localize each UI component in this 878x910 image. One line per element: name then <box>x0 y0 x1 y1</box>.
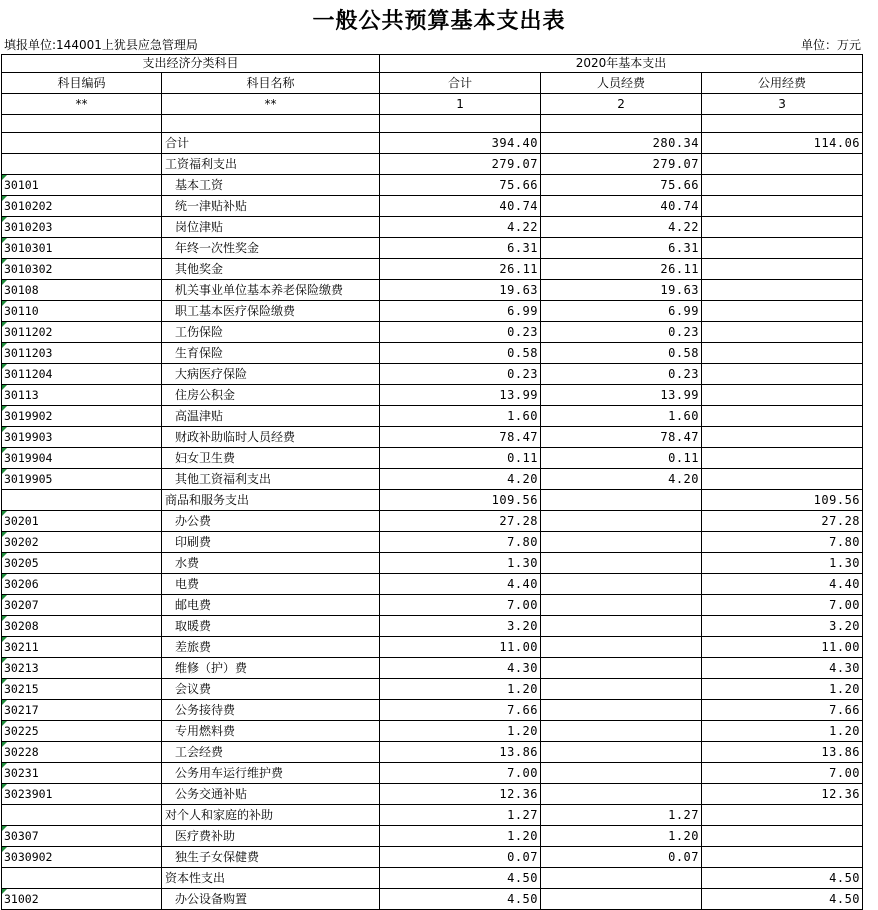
cell-code: 30211 <box>2 637 162 658</box>
cell-personnel: 78.47 <box>541 427 702 448</box>
cell-public: 7.00 <box>702 763 863 784</box>
cell-name: 印刷费 <box>162 532 380 553</box>
table-row <box>2 679 863 700</box>
cell-name: 生育保险 <box>162 343 380 364</box>
cell-total: 3.20 <box>380 616 541 637</box>
cell-public: 4.50 <box>702 868 863 889</box>
cell-public <box>702 322 863 343</box>
cell-total: 109.56 <box>380 490 541 511</box>
cell-public <box>702 427 863 448</box>
cell-code <box>2 154 162 175</box>
cell-public <box>702 175 863 196</box>
cell-total: 40.74 <box>380 196 541 217</box>
cell-total: 1.60 <box>380 406 541 427</box>
index-total: 1 <box>380 94 541 115</box>
cell-code: 30215 <box>2 679 162 700</box>
cell-personnel: 0.07 <box>541 847 702 868</box>
cell-personnel <box>541 511 702 532</box>
cell-name: 电费 <box>162 574 380 595</box>
cell-name: 岗位津贴 <box>162 217 380 238</box>
cell-name: 专用燃料费 <box>162 721 380 742</box>
cell-personnel <box>541 595 702 616</box>
cell-code: 30307 <box>2 826 162 847</box>
cell-name: 工伤保险 <box>162 322 380 343</box>
cell-code: 3010301 <box>2 238 162 259</box>
blank-row <box>2 115 863 133</box>
cell-total: 27.28 <box>380 511 541 532</box>
cell-public: 7.80 <box>702 532 863 553</box>
cell-total: 394.40 <box>380 133 541 154</box>
cell-name: 取暖费 <box>162 616 380 637</box>
table-row <box>2 196 863 217</box>
cell-public: 3.20 <box>702 616 863 637</box>
cell-total: 19.63 <box>380 280 541 301</box>
cell-total: 26.11 <box>380 259 541 280</box>
cell-public: 4.40 <box>702 574 863 595</box>
cell-name: 住房公积金 <box>162 385 380 406</box>
cell-name: 独生子女保健费 <box>162 847 380 868</box>
header-economic-class: 支出经济分类科目 <box>2 55 380 73</box>
table-row <box>2 532 863 553</box>
cell-name: 工资福利支出 <box>162 154 380 175</box>
cell-public <box>702 406 863 427</box>
cell-personnel: 4.22 <box>541 217 702 238</box>
cell-personnel <box>541 742 702 763</box>
cell-public: 1.20 <box>702 679 863 700</box>
cell-personnel: 19.63 <box>541 280 702 301</box>
cell-name: 会议费 <box>162 679 380 700</box>
cell-total: 4.50 <box>380 868 541 889</box>
cell-code: 31002 <box>2 889 162 910</box>
cell-personnel: 280.34 <box>541 133 702 154</box>
cell-total: 7.00 <box>380 763 541 784</box>
cell-personnel: 6.31 <box>541 238 702 259</box>
cell-name: 差旅费 <box>162 637 380 658</box>
cell-code: 30213 <box>2 658 162 679</box>
cell-name: 其他工资福利支出 <box>162 469 380 490</box>
cell-personnel <box>541 616 702 637</box>
cell-total: 13.99 <box>380 385 541 406</box>
table-row <box>2 175 863 196</box>
cell-personnel <box>541 763 702 784</box>
cell-code: 30201 <box>2 511 162 532</box>
cell-personnel <box>541 553 702 574</box>
table-row <box>2 784 863 805</box>
cell-code: 30101 <box>2 175 162 196</box>
cell-personnel <box>541 532 702 553</box>
cell-code: 3011204 <box>2 364 162 385</box>
cell-total: 1.20 <box>380 721 541 742</box>
cell-code <box>2 868 162 889</box>
cell-total: 75.66 <box>380 175 541 196</box>
cell-total: 0.58 <box>380 343 541 364</box>
index-code: ** <box>2 94 162 115</box>
cell-code: 30205 <box>2 553 162 574</box>
cell-code: 3011202 <box>2 322 162 343</box>
cell-name: 工会经费 <box>162 742 380 763</box>
cell-public <box>702 259 863 280</box>
cell-code <box>2 133 162 154</box>
table-row <box>2 154 863 175</box>
header-name: 科目名称 <box>162 73 380 94</box>
cell-name: 办公费 <box>162 511 380 532</box>
header-column-row <box>2 73 863 94</box>
cell-personnel: 1.20 <box>541 826 702 847</box>
currency-unit: 单位：万元 <box>800 38 861 52</box>
cell-personnel: 75.66 <box>541 175 702 196</box>
header-code: 科目编码 <box>2 73 162 94</box>
cell-name: 公务交通补贴 <box>162 784 380 805</box>
cell-name: 公务接待费 <box>162 700 380 721</box>
cell-code: 3019903 <box>2 427 162 448</box>
table-row <box>2 763 863 784</box>
cell-code: 3019904 <box>2 448 162 469</box>
cell-name: 医疗费补助 <box>162 826 380 847</box>
cell-code: 3010203 <box>2 217 162 238</box>
table-row <box>2 889 863 910</box>
page-title: 一般公共预算基本支出表 <box>312 8 566 34</box>
index-personnel: 2 <box>541 94 702 115</box>
cell-public <box>702 364 863 385</box>
cell-personnel <box>541 574 702 595</box>
cell-public <box>702 301 863 322</box>
cell-public: 109.56 <box>702 490 863 511</box>
cell-name: 职工基本医疗保险缴费 <box>162 301 380 322</box>
cell-code: 3019902 <box>2 406 162 427</box>
cell-name: 维修（护）费 <box>162 658 380 679</box>
cell-public <box>702 196 863 217</box>
cell-total: 12.36 <box>380 784 541 805</box>
cell-public <box>702 343 863 364</box>
table-row <box>2 574 863 595</box>
cell-total: 1.20 <box>380 826 541 847</box>
cell-public: 7.66 <box>702 700 863 721</box>
cell-code: 3023901 <box>2 784 162 805</box>
cell-name: 办公设备购置 <box>162 889 380 910</box>
cell-total: 4.20 <box>380 469 541 490</box>
cell-personnel: 4.20 <box>541 469 702 490</box>
table-row <box>2 238 863 259</box>
cell-name: 大病医疗保险 <box>162 364 380 385</box>
table-row <box>2 511 863 532</box>
cell-public: 27.28 <box>702 511 863 532</box>
cell-code: 30108 <box>2 280 162 301</box>
cell-personnel <box>541 868 702 889</box>
table-row <box>2 595 863 616</box>
cell-total: 279.07 <box>380 154 541 175</box>
cell-personnel: 0.58 <box>541 343 702 364</box>
cell-code <box>2 490 162 511</box>
cell-name: 对个人和家庭的补助 <box>162 805 380 826</box>
cell-code: 3019905 <box>2 469 162 490</box>
cell-code: 30202 <box>2 532 162 553</box>
cell-personnel: 0.23 <box>541 364 702 385</box>
cell-name: 其他奖金 <box>162 259 380 280</box>
cell-public: 1.20 <box>702 721 863 742</box>
blank-cell <box>380 115 541 133</box>
cell-personnel <box>541 490 702 511</box>
cell-code: 30208 <box>2 616 162 637</box>
cell-total: 4.30 <box>380 658 541 679</box>
cell-total: 7.80 <box>380 532 541 553</box>
cell-code: 30231 <box>2 763 162 784</box>
cell-personnel <box>541 784 702 805</box>
cell-name: 资本性支出 <box>162 868 380 889</box>
cell-personnel <box>541 889 702 910</box>
cell-code: 30113 <box>2 385 162 406</box>
cell-name: 合计 <box>162 133 380 154</box>
cell-total: 7.66 <box>380 700 541 721</box>
cell-public <box>702 385 863 406</box>
cell-public <box>702 847 863 868</box>
budget-table <box>1 54 863 910</box>
table-row <box>2 301 863 322</box>
table-row <box>2 364 863 385</box>
cell-public <box>702 469 863 490</box>
cell-code: 30110 <box>2 301 162 322</box>
cell-code <box>2 805 162 826</box>
cell-public: 1.30 <box>702 553 863 574</box>
cell-code: 30207 <box>2 595 162 616</box>
cell-code: 30206 <box>2 574 162 595</box>
cell-personnel: 13.99 <box>541 385 702 406</box>
table-row <box>2 637 863 658</box>
cell-personnel <box>541 721 702 742</box>
table-row <box>2 385 863 406</box>
blank-cell <box>2 115 162 133</box>
table-body <box>2 133 863 910</box>
cell-public: 7.00 <box>702 595 863 616</box>
table-row <box>2 805 863 826</box>
cell-public: 4.30 <box>702 658 863 679</box>
cell-name: 商品和服务支出 <box>162 490 380 511</box>
reporting-unit: 填报单位:144001上犹县应急管理局 <box>4 38 198 52</box>
cell-total: 11.00 <box>380 637 541 658</box>
table-row <box>2 658 863 679</box>
table-row <box>2 469 863 490</box>
cell-code: 3011203 <box>2 343 162 364</box>
cell-code: 30217 <box>2 700 162 721</box>
blank-cell <box>162 115 380 133</box>
header-total: 合计 <box>380 73 541 94</box>
cell-name: 财政补助临时人员经费 <box>162 427 380 448</box>
table-row <box>2 322 863 343</box>
index-public: 3 <box>702 94 863 115</box>
table-row <box>2 490 863 511</box>
cell-name: 邮电费 <box>162 595 380 616</box>
cell-personnel <box>541 700 702 721</box>
cell-name: 高温津贴 <box>162 406 380 427</box>
cell-public: 114.06 <box>702 133 863 154</box>
header-index-row <box>2 94 863 115</box>
cell-personnel <box>541 658 702 679</box>
cell-total: 1.20 <box>380 679 541 700</box>
cell-code: 3010302 <box>2 259 162 280</box>
cell-name: 年终一次性奖金 <box>162 238 380 259</box>
table-row <box>2 868 863 889</box>
cell-total: 78.47 <box>380 427 541 448</box>
cell-personnel <box>541 679 702 700</box>
table-row <box>2 406 863 427</box>
cell-total: 4.22 <box>380 217 541 238</box>
cell-public <box>702 826 863 847</box>
cell-name: 水费 <box>162 553 380 574</box>
cell-total: 0.23 <box>380 364 541 385</box>
index-name: ** <box>162 94 380 115</box>
cell-public <box>702 805 863 826</box>
cell-total: 1.27 <box>380 805 541 826</box>
cell-personnel: 0.11 <box>541 448 702 469</box>
header-personnel: 人员经费 <box>541 73 702 94</box>
table-row <box>2 847 863 868</box>
cell-public: 13.86 <box>702 742 863 763</box>
cell-total: 7.00 <box>380 595 541 616</box>
table-row <box>2 427 863 448</box>
table-row <box>2 826 863 847</box>
cell-total: 6.99 <box>380 301 541 322</box>
table-row <box>2 700 863 721</box>
cell-public <box>702 448 863 469</box>
cell-personnel: 26.11 <box>541 259 702 280</box>
cell-public: 11.00 <box>702 637 863 658</box>
cell-code: 30225 <box>2 721 162 742</box>
cell-code: 30228 <box>2 742 162 763</box>
table-row <box>2 280 863 301</box>
cell-name: 公务用车运行维护费 <box>162 763 380 784</box>
cell-personnel: 6.99 <box>541 301 702 322</box>
cell-personnel <box>541 637 702 658</box>
cell-name: 基本工资 <box>162 175 380 196</box>
cell-total: 4.40 <box>380 574 541 595</box>
cell-total: 6.31 <box>380 238 541 259</box>
table-row <box>2 553 863 574</box>
table-row <box>2 616 863 637</box>
cell-public <box>702 217 863 238</box>
table-row <box>2 343 863 364</box>
table-row <box>2 259 863 280</box>
blank-cell <box>541 115 702 133</box>
header-group-row <box>2 55 863 73</box>
blank-cell <box>702 115 863 133</box>
cell-personnel: 0.23 <box>541 322 702 343</box>
cell-personnel: 279.07 <box>541 154 702 175</box>
header-public: 公用经费 <box>702 73 863 94</box>
cell-personnel: 1.27 <box>541 805 702 826</box>
cell-public: 12.36 <box>702 784 863 805</box>
cell-public <box>702 238 863 259</box>
cell-public <box>702 280 863 301</box>
cell-total: 0.23 <box>380 322 541 343</box>
table-row <box>2 217 863 238</box>
table-row <box>2 742 863 763</box>
table-row <box>2 721 863 742</box>
cell-public <box>702 154 863 175</box>
cell-total: 13.86 <box>380 742 541 763</box>
cell-code: 3030902 <box>2 847 162 868</box>
cell-public: 4.50 <box>702 889 863 910</box>
cell-personnel: 40.74 <box>541 196 702 217</box>
cell-name: 妇女卫生费 <box>162 448 380 469</box>
cell-total: 4.50 <box>380 889 541 910</box>
cell-personnel: 1.60 <box>541 406 702 427</box>
cell-name: 机关事业单位基本养老保险缴费 <box>162 280 380 301</box>
header-basic-expenditure: 2020年基本支出 <box>380 55 863 73</box>
cell-total: 1.30 <box>380 553 541 574</box>
table-row <box>2 448 863 469</box>
table-row <box>2 133 863 154</box>
cell-code: 3010202 <box>2 196 162 217</box>
cell-total: 0.11 <box>380 448 541 469</box>
cell-name: 统一津贴补贴 <box>162 196 380 217</box>
cell-total: 0.07 <box>380 847 541 868</box>
